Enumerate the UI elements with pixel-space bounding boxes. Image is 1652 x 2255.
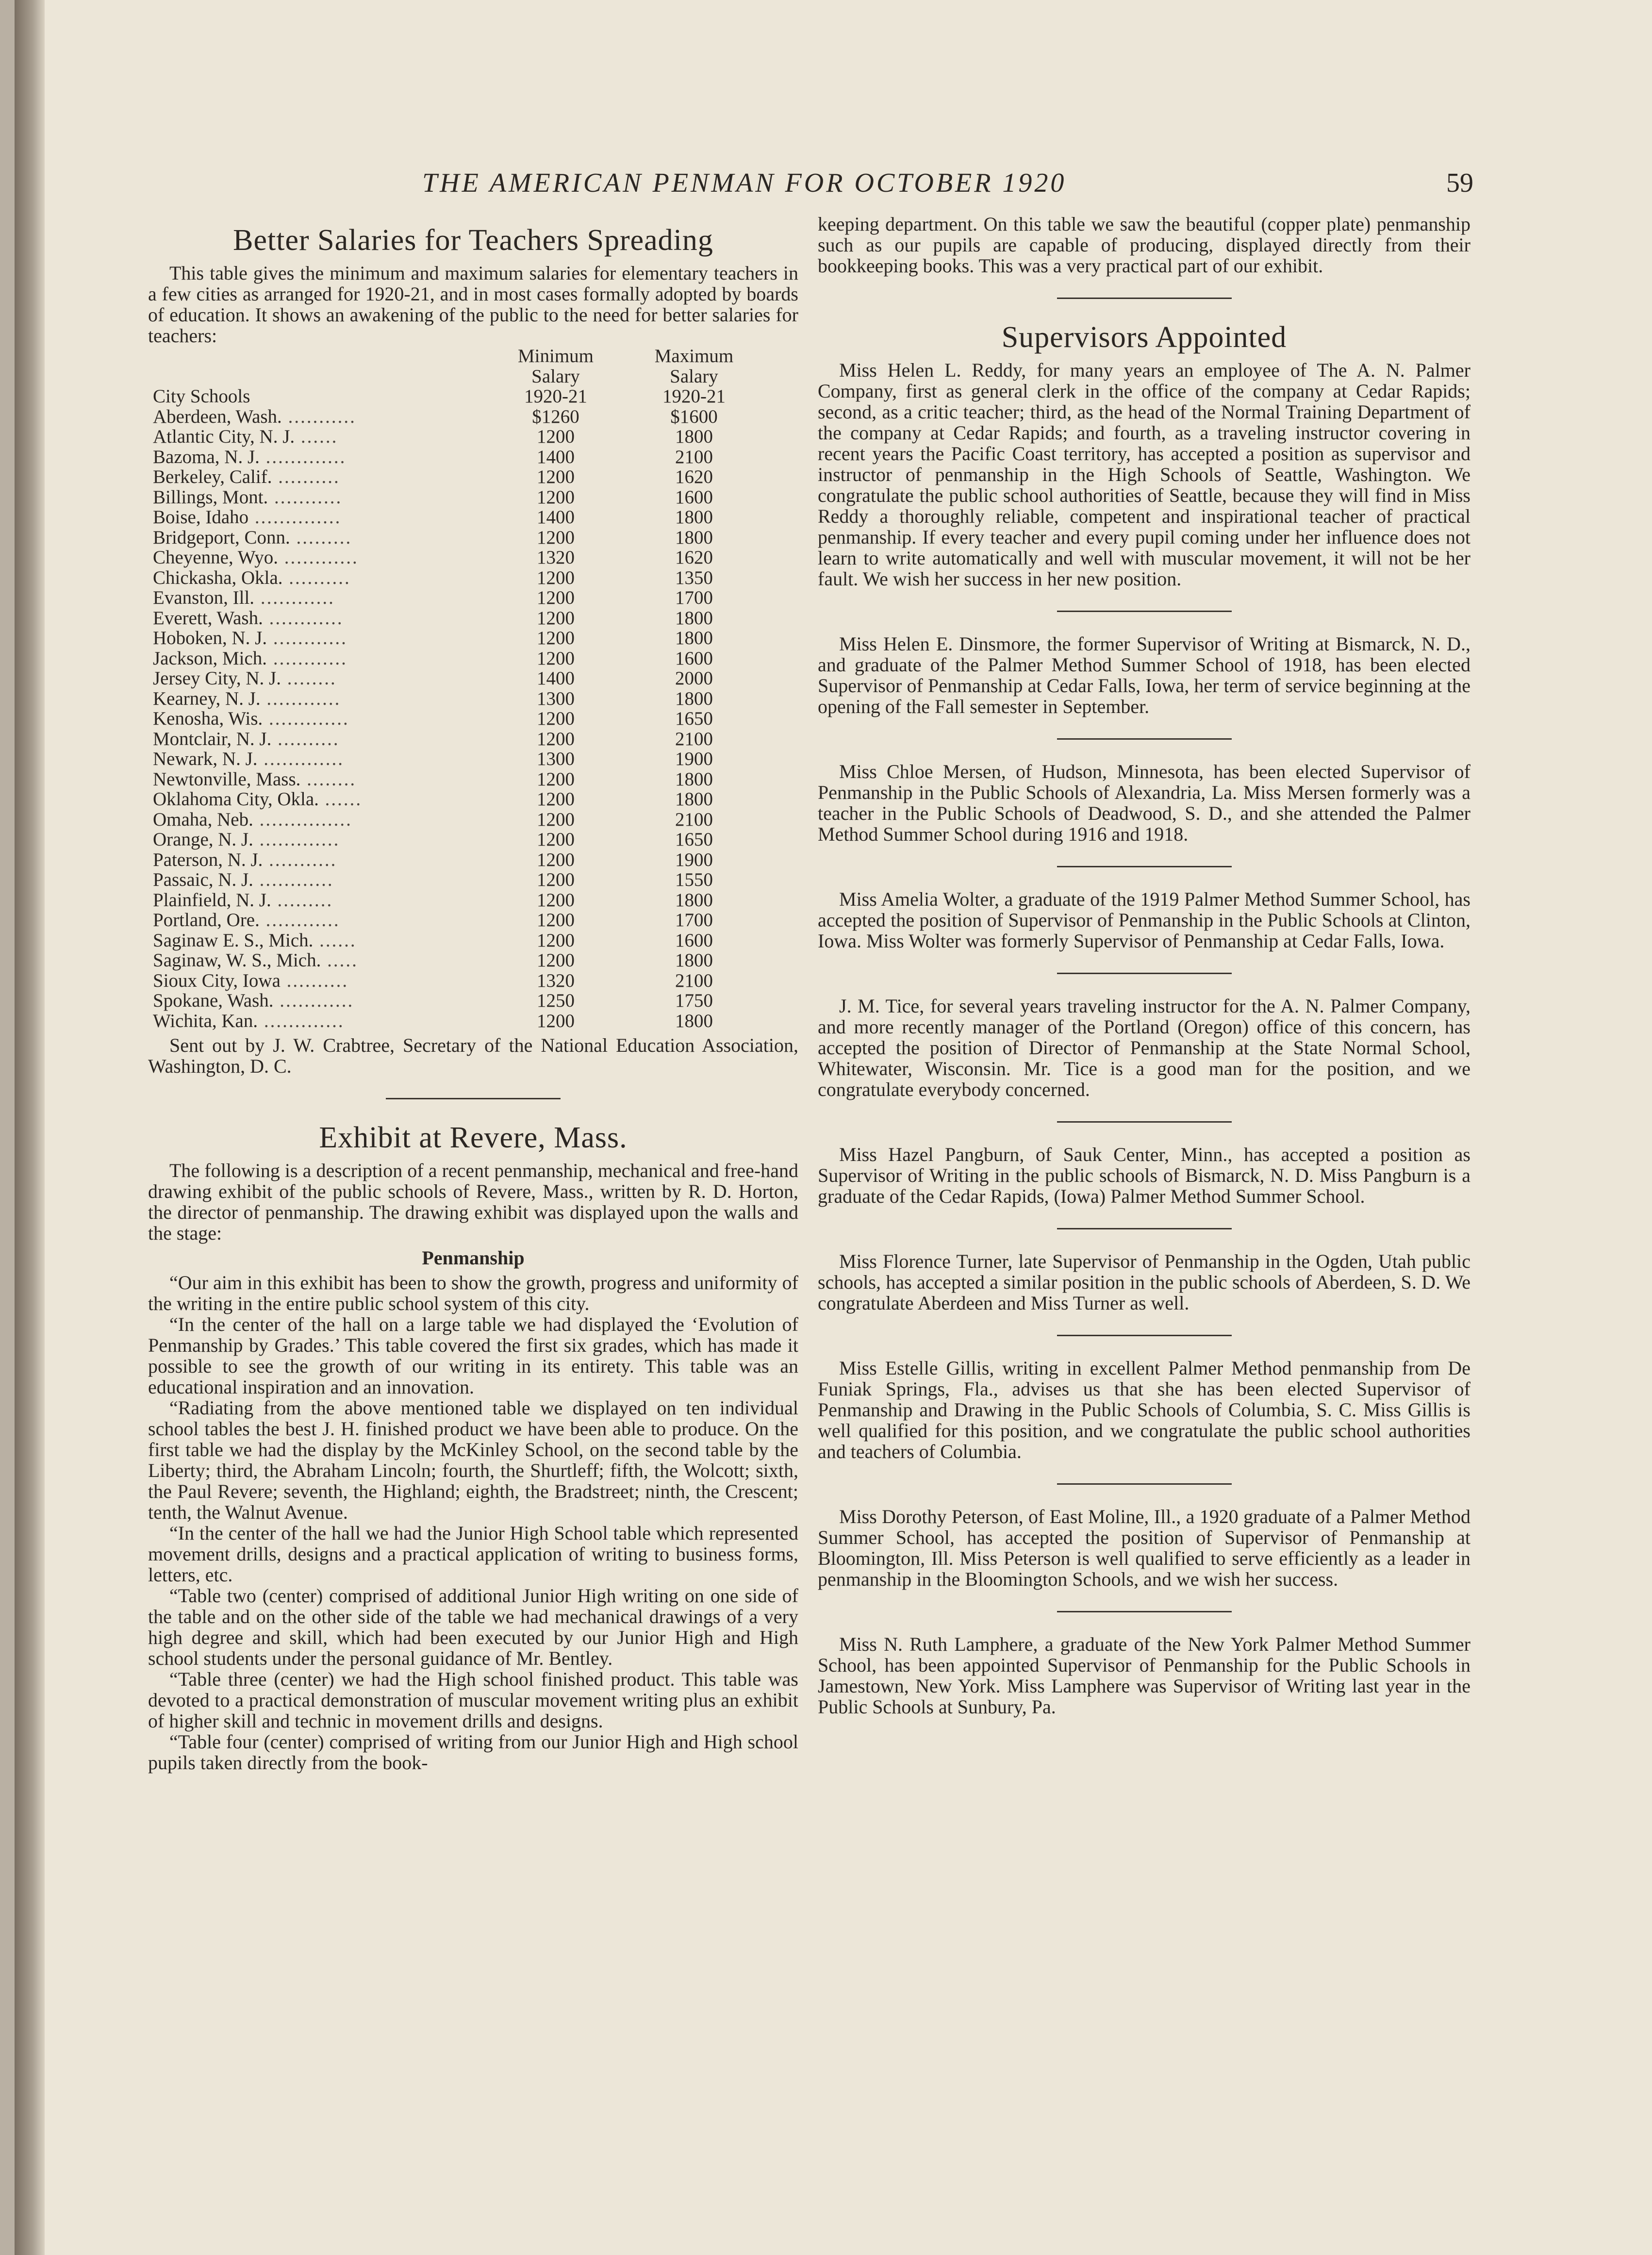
exhibit-paragraph: “In the center of the hall on a large table we had displayed the ‘Evolution of Penmanship by Grades.’ This table covered the first six grades, which has made it possible to see the growth of our writing in its entirety. This table was an educational inspiration and an innovation.	[148, 1313, 798, 1398]
city-cell	[153, 870, 483, 890]
table-row	[153, 507, 760, 528]
leader-dots: ........	[300, 768, 357, 790]
city-cell	[153, 467, 483, 487]
max-salary-cell: 1800	[675, 889, 713, 911]
notice-divider	[1057, 611, 1232, 612]
city-name: Saginaw E. S., Mich.	[153, 929, 314, 951]
max-salary-cell: 1650	[675, 708, 713, 729]
city-name: Chickasha, Okla.	[153, 567, 283, 588]
city-name: Saginaw, W. S., Mich.	[153, 950, 321, 971]
city-name: Everett, Wash.	[153, 607, 263, 629]
exhibit-paragraph: “Our aim in this exhibit has been to show the growth, progress and uniformity of the writing in the entire public school system of this city.	[148, 1272, 798, 1314]
min-salary-cell: 1200	[537, 889, 575, 911]
leader-dots: .........	[271, 889, 333, 911]
leader-dots: .....	[321, 950, 358, 971]
max-salary-cell: 1800	[675, 1010, 713, 1031]
city-name: Portland, Ore.	[153, 910, 260, 930]
city-cell	[153, 588, 483, 608]
city-name: Bridgeport, Conn.	[153, 527, 290, 548]
notice-divider	[1057, 1335, 1232, 1336]
max-salary-cell: 2100	[675, 809, 713, 830]
city-cell	[153, 930, 483, 951]
min-salary-cell: 1250	[537, 990, 575, 1011]
table-row	[153, 729, 760, 749]
running-title: THE AMERICAN PENMAN FOR OCTOBER 1920	[422, 168, 1067, 198]
leader-dots: .............	[259, 446, 347, 467]
table-row	[153, 709, 760, 729]
supervisor-notice: Miss Florence Turner, late Supervisor of Penmanship in the Ogden, Utah public schools, has accepted a similar position in the public schools of Aberdeen, S. D. We congratulate Aberdeen and Miss Turner as well.	[818, 1250, 1470, 1314]
max-salary-cell: 1900	[675, 748, 713, 769]
city-name: Cheyenne, Wyo.	[153, 547, 278, 568]
table-row	[153, 991, 760, 1011]
table-row	[153, 547, 760, 568]
min-salary-cell: 1200	[537, 527, 575, 548]
min-salary-cell: 1200	[537, 929, 575, 951]
table-row	[153, 749, 760, 769]
city-cell	[153, 910, 483, 930]
table-row	[153, 407, 760, 427]
city-cell	[153, 568, 483, 588]
city-cell	[153, 447, 483, 467]
city-name: Aberdeen, Wash.	[153, 406, 282, 427]
min-salary-cell: 1200	[537, 789, 575, 810]
city-name: Omaha, Neb.	[153, 809, 253, 830]
exhibit-paragraph: “Table two (center) comprised of additional Junior High writing on one side of the table and on the other side of the table we had mechanical drawings of a very high degree and skill, which had been executed by our Junior High and High school students under the personal guidance of Mr. Bentley.	[148, 1585, 798, 1669]
leader-dots: ............	[263, 607, 344, 629]
min-salary-cell: 1200	[537, 849, 575, 870]
notice-divider	[1057, 1483, 1232, 1485]
max-salary-cell: 1800	[675, 789, 713, 810]
notice-divider	[1057, 738, 1232, 740]
leader-dots: ............	[278, 547, 359, 568]
leader-dots: .............	[258, 1010, 345, 1031]
table-row	[153, 890, 760, 911]
table-row	[153, 910, 760, 930]
table-row	[153, 829, 760, 850]
leader-dots: ............	[259, 910, 340, 930]
leader-dots: ..........	[282, 567, 351, 588]
leader-dots: ......	[318, 789, 363, 810]
salaries-table-body	[153, 407, 760, 1031]
city-cell	[153, 709, 483, 729]
exhibit-paragraph: “Table four (center) comprised of writing from our Junior High and High school pupils taken directly from the book-	[148, 1731, 798, 1774]
max-salary-cell: 1800	[675, 426, 713, 447]
city-name: Paterson, N. J.	[153, 849, 263, 870]
leader-dots: .............	[263, 708, 349, 729]
leader-dots: ........	[281, 668, 337, 689]
city-cell	[153, 608, 483, 629]
max-salary-cell: 1350	[675, 567, 713, 588]
min-salary-cell: 1400	[537, 668, 575, 689]
min-salary-cell: 1320	[537, 970, 575, 991]
notice-divider	[1057, 1121, 1232, 1123]
notice-divider	[1057, 1611, 1232, 1612]
max-salary-cell: 2100	[675, 970, 713, 991]
max-salary-cell: 1600	[675, 929, 713, 951]
city-name: Passaic, N. J.	[153, 869, 253, 890]
city-name: Billings, Mont.	[153, 486, 268, 508]
city-name: Hoboken, N. J.	[153, 628, 267, 648]
city-cell	[153, 769, 483, 790]
leader-dots: ............	[253, 869, 334, 890]
min-salary-cell: 1200	[537, 768, 575, 790]
min-salary-cell: 1400	[537, 446, 575, 467]
city-name: Sioux City, Iowa	[153, 970, 281, 991]
magazine-page	[15, 0, 1652, 2255]
max-salary-cell: 1800	[675, 688, 713, 709]
city-cell	[153, 991, 483, 1011]
city-cell	[153, 648, 483, 669]
min-salary-cell: 1200	[537, 1010, 575, 1031]
min-salary-cell: 1200	[537, 486, 575, 508]
leader-dots: ......	[295, 426, 338, 447]
city-cell	[153, 407, 483, 427]
table-row	[153, 487, 760, 508]
salaries-header-row	[153, 386, 760, 407]
header-cell	[153, 346, 483, 366]
table-row	[153, 427, 760, 447]
city-name: Newtonville, Mass.	[153, 768, 301, 790]
exhibit-paragraph: “Table three (center) we had the High school finished product. This table was devoted to a practical demonstration of muscular movement writing plus an exhibit of higher skill and technic in movement drills and designs.	[148, 1668, 798, 1732]
city-name: Montclair, N. J.	[153, 728, 272, 749]
table-row	[153, 668, 760, 689]
table-row	[153, 930, 760, 951]
city-cell	[153, 689, 483, 709]
city-name: Kenosha, Wis.	[153, 708, 263, 729]
min-salary-cell: 1200	[537, 466, 575, 487]
table-row	[153, 870, 760, 890]
city-cell	[153, 427, 483, 447]
city-cell	[153, 890, 483, 911]
min-salary-cell: 1200	[537, 647, 575, 669]
min-salary-cell: $1260	[532, 406, 579, 427]
right-column	[818, 214, 1470, 1717]
city-name: Berkeley, Calif.	[153, 466, 272, 487]
header-cell: Minimum	[517, 346, 594, 366]
table-row	[153, 568, 760, 588]
max-salary-cell: 1800	[675, 950, 713, 971]
leader-dots: ..............	[248, 507, 342, 528]
leader-dots: ...............	[253, 809, 352, 830]
table-row	[153, 628, 760, 648]
city-name: Spokane, Wash.	[153, 990, 274, 1011]
table-row	[153, 810, 760, 830]
table-row	[153, 1011, 760, 1031]
salaries-table	[153, 346, 760, 1031]
city-cell	[153, 547, 483, 568]
exhibit-subheading: Penmanship	[422, 1247, 525, 1269]
max-salary-cell: 1620	[675, 466, 713, 487]
min-salary-cell: 1200	[537, 426, 575, 447]
table-row	[153, 467, 760, 487]
header-cell	[153, 366, 483, 387]
table-row	[153, 588, 760, 608]
leader-dots: ...........	[263, 849, 337, 870]
salaries-title: Better Salaries for Teachers Spreading	[233, 224, 713, 257]
leader-dots: ...........	[268, 486, 343, 508]
min-salary-cell: 1400	[537, 507, 575, 528]
city-cell	[153, 487, 483, 508]
supervisor-notice: Miss Amelia Wolter, a graduate of the 1919 Palmer Method Summer School, has accepted the position of Supervisor of Penmanship in the Public Schools at Clinton, Iowa. Miss Wolter was formerly Supervisor of Penmanship at Cedar Falls, Iowa.	[818, 888, 1470, 952]
max-salary-cell: 1800	[675, 527, 713, 548]
salaries-source: Sent out by J. W. Crabtree, Secretary of the National Education Association, Washington, D. C.	[148, 1034, 798, 1077]
min-salary-cell: 1200	[537, 607, 575, 629]
supervisor-notice: Miss Dorothy Peterson, of East Moline, Ill., a 1920 graduate of a Palmer Method Summer School, has accepted the position of Supervisor of Penmanship at Bloomington, Ill. Miss Peterson is well qualified to serve efficiently as a leader in penmanship in the Bloomington Schools, and we wish her success.	[818, 1506, 1470, 1590]
min-salary-cell: 1200	[537, 809, 575, 830]
table-row	[153, 528, 760, 548]
leader-dots: ..........	[272, 466, 340, 487]
leader-dots: .............	[257, 748, 345, 769]
supervisors-list	[818, 360, 1470, 1717]
city-name: Atlantic City, N. J.	[153, 426, 295, 447]
min-salary-cell: 1200	[537, 708, 575, 729]
max-salary-cell: 1620	[675, 547, 713, 568]
supervisor-notice: Miss N. Ruth Lamphere, a graduate of the New York Palmer Method Summer School, has been appointed Supervisor of Penmanship for the Public Schools in Jamestown, New York. Miss Lamphere was Supervisor of Writing last year in the Public Schools at Sunbury, Pa.	[818, 1633, 1470, 1718]
supervisor-notice: Miss Hazel Pangburn, of Sauk Center, Minn., has accepted a position as Supervisor of Writing in the public schools of Bismarck, N. D. Miss Pangburn is a graduate of the Cedar Rapids, (Iowa) Palmer Method Summer School.	[818, 1144, 1470, 1207]
min-salary-cell: 1200	[537, 869, 575, 890]
supervisor-notice: Miss Chloe Mersen, of Hudson, Minnesota, has been elected Supervisor of Penmanship in the Public Schools of Alexandria, La. Miss Mersen formerly was a teacher in the Public Schools of Deadwood, S. D., and she attended the Palmer Method Summer School during 1916 and 1918.	[818, 761, 1470, 845]
max-salary-cell: 1900	[675, 849, 713, 870]
max-salary-cell: 1800	[675, 607, 713, 629]
max-salary-cell: 1600	[675, 486, 713, 508]
header-cell: 1920-21	[662, 386, 726, 407]
header-cell: 1920-21	[524, 386, 587, 407]
header-cell: City Schools	[153, 386, 250, 407]
max-salary-cell: 1700	[675, 587, 713, 608]
leader-dots: ...........	[281, 406, 356, 427]
city-name: Jersey City, N. J.	[153, 668, 281, 689]
max-salary-cell: 1800	[675, 507, 713, 528]
max-salary-cell: 2100	[675, 446, 713, 467]
city-name: Jackson, Mich.	[153, 647, 267, 669]
leader-dots: ............	[260, 688, 341, 709]
leader-dots: ..........	[280, 970, 349, 991]
max-salary-cell: 1700	[675, 910, 713, 930]
table-row	[153, 648, 760, 669]
salaries-intro: This table gives the minimum and maximum salaries for elementary teachers in a few cities as arranged for 1920-21, and in most cases formally adopted by boards of education. It shows an awakening of the public to the need for better salaries for teachers:	[148, 262, 798, 347]
city-cell	[153, 950, 483, 971]
city-cell	[153, 628, 483, 648]
min-salary-cell: 1200	[537, 910, 575, 930]
notice-divider	[1057, 1228, 1232, 1229]
city-cell	[153, 528, 483, 548]
supervisor-notice: Miss Helen E. Dinsmore, the former Supervisor of Writing at Bismarck, N. D., and graduate of the Palmer Method Summer School of 1918, has been elected Supervisor of Penmanship at Cedar Falls, Iowa, her term of service beginning at the opening of the Fall semester in September.	[818, 633, 1470, 717]
city-name: Oklahoma City, Okla.	[153, 789, 319, 810]
max-salary-cell: 2100	[675, 728, 713, 749]
header-cell: Salary	[531, 365, 580, 387]
leader-dots: ..........	[271, 728, 340, 749]
salaries-header-row	[153, 366, 760, 387]
max-salary-cell: 1800	[675, 768, 713, 790]
city-name: Evanston, Ill.	[153, 587, 255, 608]
exhibit-paragraph: “Radiating from the above mentioned table we displayed on ten individual school tables the best J. H. finished product we have been able to produce. On the first table we had the display by the McKinley School, on the second table by the Liberty; third, the Abraham Lincoln; fourth, the Shurtleff; fifth, the Wolcott; sixth, the Paul Revere; seventh, the Highland; eighth, the Bradstreet; ninth, the Crescent; tenth, the Walnut Avenue.	[148, 1397, 798, 1523]
city-cell	[153, 850, 483, 870]
city-cell	[153, 749, 483, 769]
min-salary-cell: 1320	[537, 547, 575, 568]
city-name: Wichita, Kan.	[153, 1010, 258, 1031]
city-name: Plainfield, N. J.	[153, 889, 271, 911]
city-name: Bazoma, N. J.	[153, 446, 260, 467]
exhibit-paragraph: “In the center of the hall we had the Junior High School table which represented movement drills, designs and a practical application of writing to business forms, letters, etc.	[148, 1522, 798, 1586]
header-cell: Salary	[670, 365, 718, 387]
section-divider	[386, 1098, 561, 1099]
table-row	[153, 950, 760, 971]
table-row	[153, 769, 760, 790]
city-name: Kearney, N. J.	[153, 688, 261, 709]
city-cell	[153, 668, 483, 689]
page-number: 59	[1446, 168, 1473, 198]
max-salary-cell: 2000	[675, 668, 713, 689]
leader-dots: .........	[290, 527, 352, 548]
city-cell	[153, 729, 483, 749]
supervisors-title: Supervisors Appointed	[1001, 321, 1287, 354]
table-row	[153, 850, 760, 870]
left-column	[148, 214, 798, 1773]
max-salary-cell: 1750	[675, 990, 713, 1011]
leader-dots: ............	[267, 647, 347, 669]
city-cell	[153, 1011, 483, 1031]
min-salary-cell: 1200	[537, 587, 575, 608]
city-cell	[153, 971, 483, 991]
min-salary-cell: 1300	[537, 748, 575, 769]
min-salary-cell: 1200	[537, 950, 575, 971]
leader-dots: ............	[267, 628, 347, 648]
min-salary-cell: 1200	[537, 628, 575, 648]
city-cell	[153, 810, 483, 830]
city-cell	[153, 829, 483, 850]
city-name: Boise, Idaho	[153, 507, 249, 528]
min-salary-cell: 1200	[537, 728, 575, 749]
city-cell	[153, 507, 483, 528]
leader-dots: ............	[254, 587, 335, 608]
table-row	[153, 447, 760, 467]
min-salary-cell: 1300	[537, 688, 575, 709]
table-row	[153, 789, 760, 810]
leader-dots: .............	[253, 829, 340, 850]
notice-divider	[1057, 973, 1232, 974]
leader-dots: ......	[313, 929, 357, 951]
header-cell: Maximum	[654, 346, 734, 366]
exhibit-intro: The following is a description of a recent penmanship, mechanical and free-hand drawing exhibit of the public schools of Revere, Mass., written by R. D. Horton, the director of penmanship. The drawing exhibit was displayed upon the walls and the stage:	[148, 1160, 798, 1244]
city-name: Newark, N. J.	[153, 748, 258, 769]
max-salary-cell: $1600	[670, 406, 718, 427]
supervisor-notice: Miss Estelle Gillis, writing in excellent Palmer Method penmanship from De Funiak Springs, Fla., advises us that she has been elected Supervisor of Penmanship and Drawing in the Public Schools of Columbia, S. C. Miss Gillis is well qualified for this position, and we congratulate the public school authorities and teachers of Columbia.	[818, 1357, 1470, 1462]
salaries-header-row	[153, 346, 760, 366]
city-name: Orange, N. J.	[153, 829, 253, 850]
leader-dots: ............	[273, 990, 354, 1011]
section-divider	[1057, 298, 1232, 299]
max-salary-cell: 1600	[675, 647, 713, 669]
table-row	[153, 689, 760, 709]
supervisor-notice: J. M. Tice, for several years traveling instructor for the A. N. Palmer Company, and more recently manager of the Portland (Oregon) office of this concern, has accepted the position of Director of Penmanship at the State Normal School, Whitewater, Wisconsin. Mr. Tice is a good man for the position, and we congratulate everybody concerned.	[818, 995, 1470, 1100]
min-salary-cell: 1200	[537, 567, 575, 588]
exhibit-continuation: keeping department. On this table we saw the beautiful (copper plate) penmanship such as our pupils are capable of producing, displayed directly from their bookkeeping books. This was a very practical part of our exhibit.	[818, 213, 1470, 277]
table-row	[153, 608, 760, 629]
max-salary-cell: 1800	[675, 628, 713, 648]
supervisor-notice: Miss Helen L. Reddy, for many years an employee of The A. N. Palmer Company, first as general clerk in the office of the company at Cedar Rapids; second, as a critic teacher; third, as the head of the Normal Training Department of the company at Cedar Rapids; and fourth, as a traveling instructor covering in recent years the Pacific Coast territory, has accepted a position as supervisor and instructor of penmanship in the High Schools of Seattle, Washington. We congratulate the public school authorities of Seattle, because they will find in Miss Reddy a thoroughly reliable, competent and inspirational teacher of practical penmanship. If every teacher and every pupil coming under her influence does not learn to write automatically and well with muscular movement, it will not be her fault. We wish her success in her new position.	[818, 359, 1470, 590]
max-salary-cell: 1550	[675, 869, 713, 890]
max-salary-cell: 1650	[675, 829, 713, 850]
city-cell	[153, 789, 483, 810]
notice-divider	[1057, 866, 1232, 867]
min-salary-cell: 1200	[537, 829, 575, 850]
exhibit-title: Exhibit at Revere, Mass.	[319, 1121, 628, 1154]
table-row	[153, 971, 760, 991]
book-spine-shadow	[15, 0, 45, 2255]
